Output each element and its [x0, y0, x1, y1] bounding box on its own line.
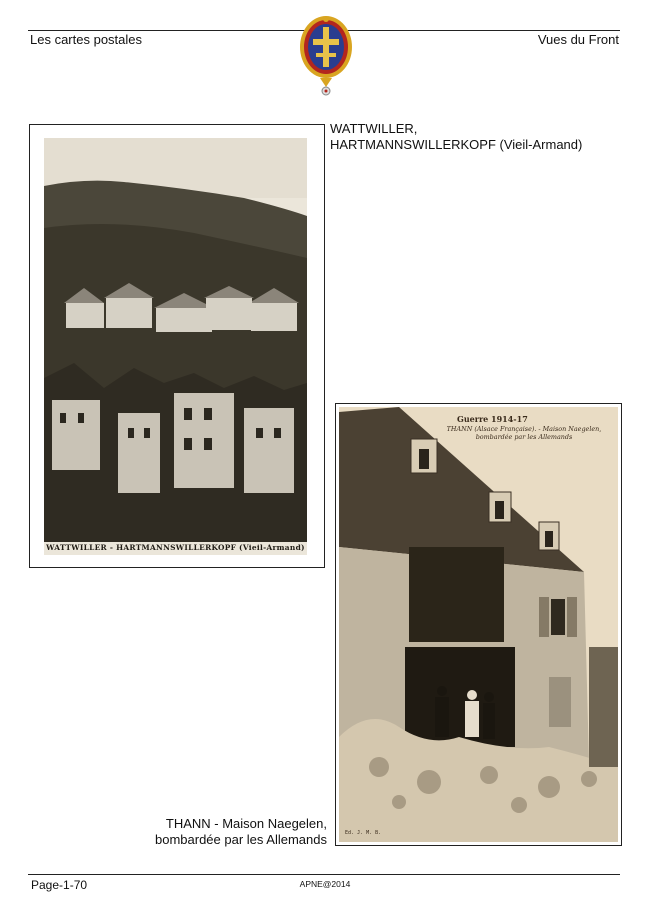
postcard-printed-line1: THANN (Alsace Française). - Maison Naegelen, — [446, 425, 602, 433]
page-number: Page-1-70 — [31, 878, 88, 892]
heraldic-cross-emblem-icon — [298, 15, 354, 97]
header-left-title: Les cartes postales — [30, 32, 143, 47]
postcard-printed-title: Guerre 1914-17 — [457, 414, 528, 424]
caption-wattwiller — [330, 121, 582, 153]
postcard-printed-line2: bombardée par les Allemands — [475, 433, 573, 441]
caption-thann-line1: THANN - Maison Naegelen, — [165, 816, 327, 831]
postcard-printed-subtitle — [439, 425, 609, 441]
footer-copyright: APNE@2014 — [299, 879, 351, 889]
caption-wattwiller-line2: HARTMANNSWILLERKOPF (Vieil-Armand) — [330, 137, 583, 152]
postcard-thann-photo — [339, 407, 618, 842]
footer-rule — [28, 874, 620, 875]
postcard-publisher: Ed. J. M. B. — [345, 830, 382, 836]
postcard-thann — [335, 403, 622, 846]
postcard-printed-caption: WATTWILLER - HARTMANNSWILLERKOPF (Vieil-Armand) — [46, 543, 305, 552]
postcard-wattwiller-photo — [44, 138, 307, 555]
header-right-title: Vues du Front — [537, 32, 619, 47]
caption-wattwiller-line1: WATTWILLER, — [330, 121, 418, 136]
caption-thann — [155, 816, 327, 848]
postcard-wattwiller — [29, 124, 325, 568]
caption-thann-line2: bombardée par les Allemands — [155, 832, 327, 847]
